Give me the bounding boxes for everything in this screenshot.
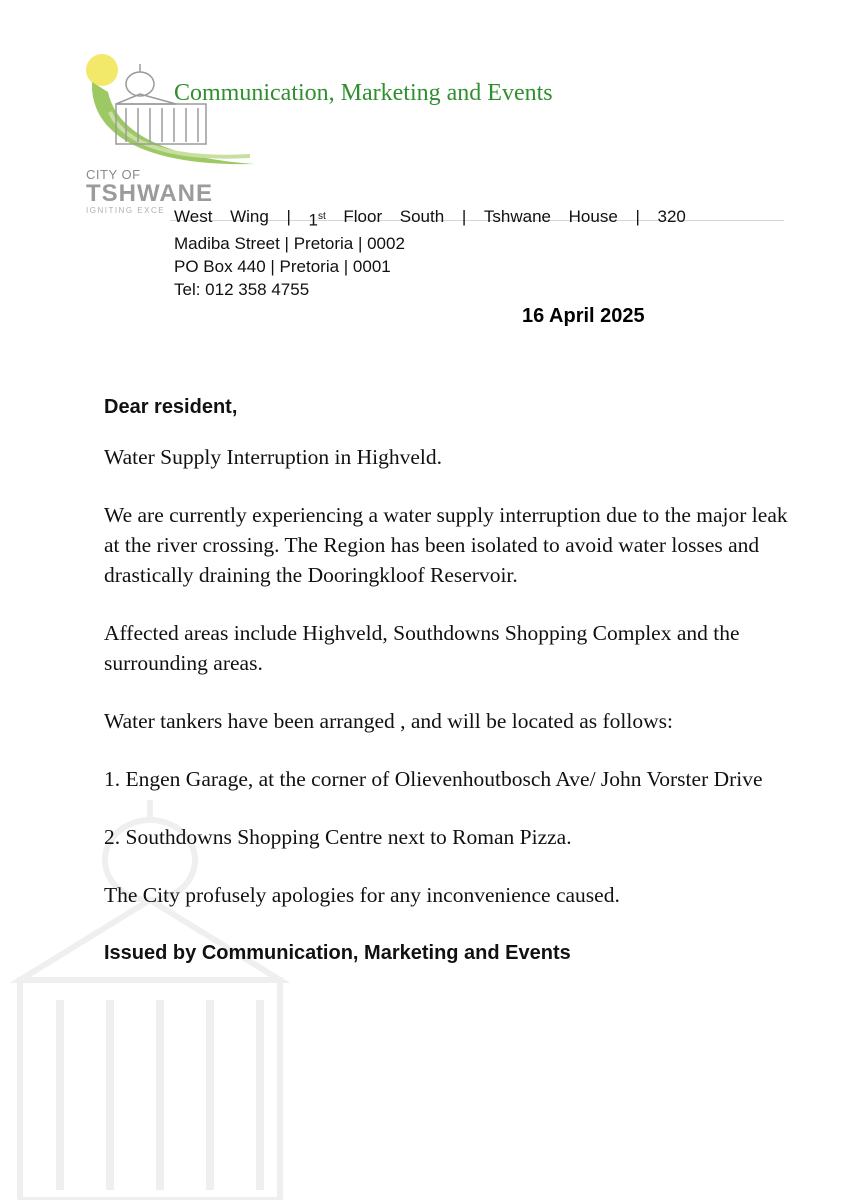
- address-line-1: West Wing | 1st Floor South | Tshwane House | 320: [174, 207, 686, 230]
- letter-body: [104, 392, 794, 968]
- department-header: Communication, Marketing and Events: [174, 80, 553, 106]
- logo-tagline: IGNITING EXCE: [86, 206, 166, 215]
- logo-city-label: CITY OF: [86, 167, 141, 182]
- paragraph-affected-areas: Affected areas include Highveld, Southdowns Shopping Complex and the surrounding areas.: [104, 621, 740, 675]
- tanker-location-2: 2. Southdowns Shopping Centre next to Roman Pizza.: [104, 825, 572, 849]
- tanker-location-1: 1. Engen Garage, at the corner of Olievenhoutbosch Ave/ John Vorster Drive: [104, 767, 763, 791]
- paragraph-water-tankers: Water tankers have been arranged , and will be located as follows:: [104, 709, 673, 733]
- salutation: Dear resident,: [104, 396, 238, 418]
- paragraph-interruption: We are currently experiencing a water supply interruption due to the major leak at the river crossing. The Region has been isolated to avoid water losses and drastically draining the Dooringkloof Reservoir.: [104, 503, 788, 587]
- issued-by: Issued by Communication, Marketing and Events: [104, 942, 571, 964]
- address-line-2: Madiba Street | Pretoria | 0002: [174, 233, 405, 253]
- phone-number: Tel: 012 358 4755: [174, 279, 310, 299]
- address-line-3: PO Box 440 | Pretoria | 0001: [174, 256, 391, 276]
- apology-statement: The City profusely apologies for any inconvenience caused.: [104, 883, 620, 907]
- tshwane-emblem-icon: [80, 52, 270, 172]
- address-block: [174, 205, 694, 301]
- subject-line: Water Supply Interruption in Highveld.: [104, 445, 443, 469]
- logo-city-name: TSHWANE: [86, 180, 213, 207]
- letter-date: 16 April 2025: [522, 305, 645, 327]
